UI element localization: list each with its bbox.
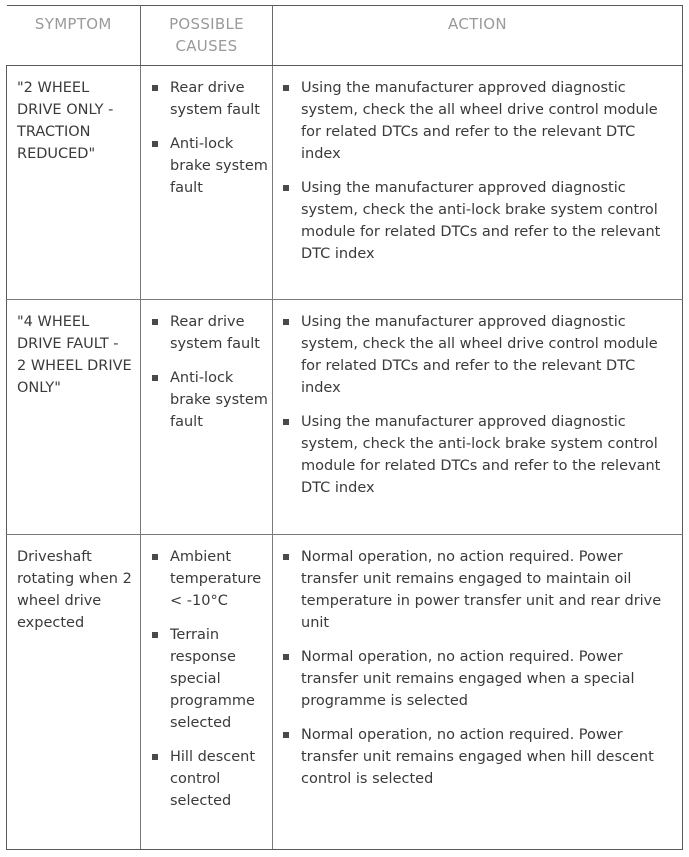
table-row	[7, 300, 683, 535]
square-bullet-icon	[283, 419, 289, 425]
square-bullet-icon	[152, 319, 158, 325]
action-cell	[273, 66, 683, 300]
header-row	[7, 6, 683, 66]
action-item: Normal operation, no action required. Power transfer unit remains engaged to maintain oil temperature in power transfer unit and rear drive unit	[282, 546, 672, 634]
square-bullet-icon	[283, 654, 289, 660]
square-bullet-icon	[152, 632, 158, 638]
square-bullet-icon	[152, 554, 158, 560]
cause-item: Anti-lock brake system fault	[151, 133, 268, 199]
action-item: Using the manufacturer approved diagnostic system, check the all wheel drive control module for related DTCs and refer to the relevant DTC index	[282, 311, 672, 399]
square-bullet-icon	[152, 85, 158, 91]
square-bullet-icon	[283, 732, 289, 738]
square-bullet-icon	[152, 754, 158, 760]
action-item: Using the manufacturer approved diagnostic system, check the all wheel drive control module for related DTCs and refer to the relevant DTC index	[282, 77, 672, 165]
square-bullet-icon	[152, 375, 158, 381]
causes-cell	[141, 300, 273, 535]
table-row	[7, 66, 683, 300]
header-action: ACTION	[273, 6, 683, 66]
square-bullet-icon	[283, 85, 289, 91]
action-cell	[273, 535, 683, 850]
header-possible-causes: POSSIBLE CAUSES	[141, 6, 273, 66]
action-item: Using the manufacturer approved diagnostic system, check the anti-lock brake system control module for related DTCs and refer to the relevant DTC index	[282, 177, 672, 265]
symptom-cell	[7, 300, 141, 535]
table-row	[7, 535, 683, 850]
cause-item: Anti-lock brake system fault	[151, 367, 268, 433]
square-bullet-icon	[283, 319, 289, 325]
cause-item: Terrain response special programme selected	[151, 624, 268, 734]
symptom-text: Driveshaft rotating when 2 wheel drive expected	[17, 549, 132, 631]
action-item: Using the manufacturer approved diagnostic system, check the anti-lock brake system control module for related DTCs and refer to the relevant DTC index	[282, 411, 672, 499]
cause-item: Rear drive system fault	[151, 311, 268, 355]
action-item: Normal operation, no action required. Power transfer unit remains engaged when a special programme is selected	[282, 646, 672, 712]
causes-cell	[141, 535, 273, 850]
symptom-cell	[7, 535, 141, 850]
symptom-text: "2 WHEEL DRIVE ONLY - TRACTION REDUCED"	[17, 80, 114, 162]
square-bullet-icon	[283, 554, 289, 560]
symptom-text: "4 WHEEL DRIVE FAULT - 2 WHEEL DRIVE ONLY"	[17, 314, 132, 396]
action-cell	[273, 300, 683, 535]
symptom-table	[6, 5, 683, 850]
symptom-cell	[7, 66, 141, 300]
cause-item: Rear drive system fault	[151, 77, 268, 121]
square-bullet-icon	[152, 141, 158, 147]
action-item: Normal operation, no action required. Power transfer unit remains engaged when hill descent control is selected	[282, 724, 672, 790]
cause-item: Ambient temperature < -10°C	[151, 546, 268, 612]
cause-item: Hill descent control selected	[151, 746, 268, 812]
header-symptom: SYMPTOM	[7, 6, 141, 66]
causes-cell	[141, 66, 273, 300]
square-bullet-icon	[283, 185, 289, 191]
troubleshooting-table	[6, 5, 682, 851]
